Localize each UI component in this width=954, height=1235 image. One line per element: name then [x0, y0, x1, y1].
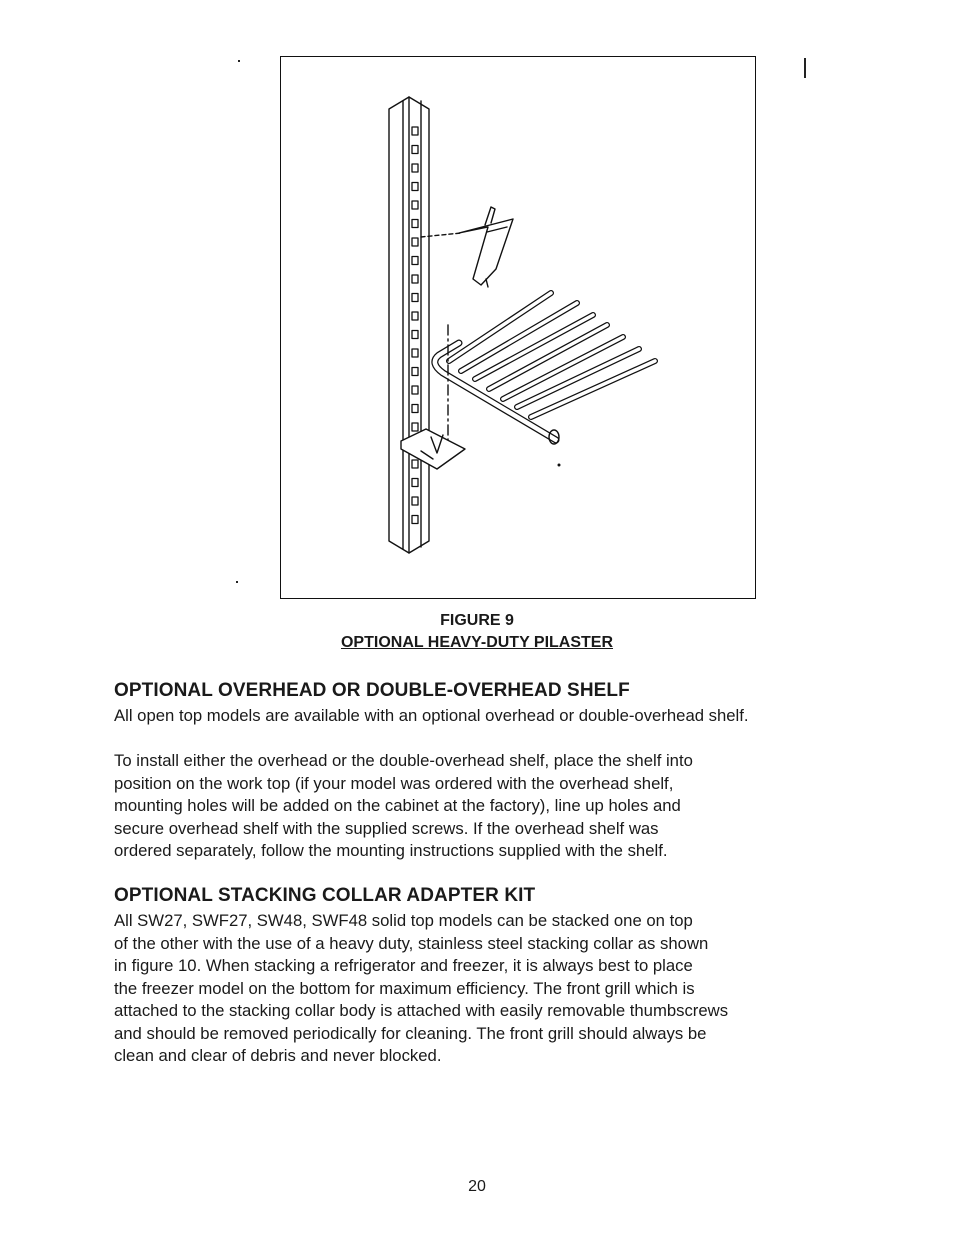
upper-bracket: [421, 207, 513, 287]
pilaster-slot: [412, 386, 418, 394]
pilaster-slot: [412, 349, 418, 357]
scan-mark: [236, 581, 238, 583]
paragraph-overhead-intro: [114, 705, 854, 728]
text-line: attached to the stacking collar body is attached with easily removable thumbscrews: [114, 1001, 729, 1020]
pilaster-slot: [412, 146, 418, 154]
pilaster-slot: [412, 460, 418, 468]
pilaster-drawing: [281, 57, 757, 600]
pilaster-slot: [412, 183, 418, 191]
figure-number: FIGURE 9: [440, 612, 514, 629]
text-line: of the other with the use of a heavy duty, stainless steel stacking collar as shown: [114, 933, 709, 953]
text-line: To install either the overhead or the double-overhead shelf, place the shelf into: [114, 751, 693, 770]
text-line: in figure 10. When stacking a refrigerator and freezer, it is always best to place: [114, 956, 693, 975]
text-line: ordered separately, follow the mounting instructions supplied with the shelf.: [114, 841, 668, 860]
figure-9-illustration: [280, 56, 756, 599]
pilaster-slot: [412, 497, 418, 505]
section-heading-overhead-shelf: OPTIONAL OVERHEAD OR DOUBLE-OVERHEAD SHELF: [114, 680, 630, 701]
text-line: position on the work top (if your model was ordered with the overhead shelf,: [114, 773, 674, 793]
pilaster-slot: [412, 516, 418, 524]
pilaster-slot: [412, 164, 418, 172]
scan-mark: [238, 60, 240, 62]
text-line: secure overhead shelf with the supplied screws. If the overhead shelf was: [114, 818, 659, 838]
pilaster-slot: [412, 275, 418, 283]
text-line: All open top models are available with an optional overhead or double-overhead shelf.: [114, 706, 749, 725]
text-line: mounting holes will be added on the cabinet at the factory), line up holes and: [114, 796, 681, 815]
pilaster-slot: [412, 238, 418, 246]
pilaster-slot: [412, 405, 418, 413]
pilaster-slot: [412, 294, 418, 302]
section-heading-stacking-collar: OPTIONAL STACKING COLLAR ADAPTER KIT: [114, 885, 536, 906]
pilaster-slot: [412, 312, 418, 320]
text-line: and should be removed periodically for cleaning. The front grill should always be: [114, 1023, 707, 1043]
paragraph-stacking-collar: [114, 910, 854, 1068]
pilaster-slot: [412, 127, 418, 135]
pilaster-slot: [412, 257, 418, 265]
pilaster-slot: [412, 331, 418, 339]
figure-title: OPTIONAL HEAVY-DUTY PILASTER: [340, 634, 614, 651]
wire-shelf: [435, 293, 655, 444]
page-number: 20: [468, 1178, 486, 1195]
paragraph-overhead-install: [114, 750, 854, 863]
pilaster-upright: [389, 97, 429, 553]
pilaster-slot: [412, 368, 418, 376]
text-line: All SW27, SWF27, SW48, SWF48 solid top models can be stacked one on top: [114, 911, 693, 930]
pilaster-slot: [412, 220, 418, 228]
text-line: clean and clear of debris and never blocked.: [114, 1046, 442, 1065]
pilaster-slot: [412, 479, 418, 487]
scan-mark: [804, 58, 806, 78]
pilaster-slot: [412, 201, 418, 209]
pilaster-slot: [412, 423, 418, 431]
text-line: the freezer model on the bottom for maximum efficiency. The front grill which is: [114, 978, 695, 998]
